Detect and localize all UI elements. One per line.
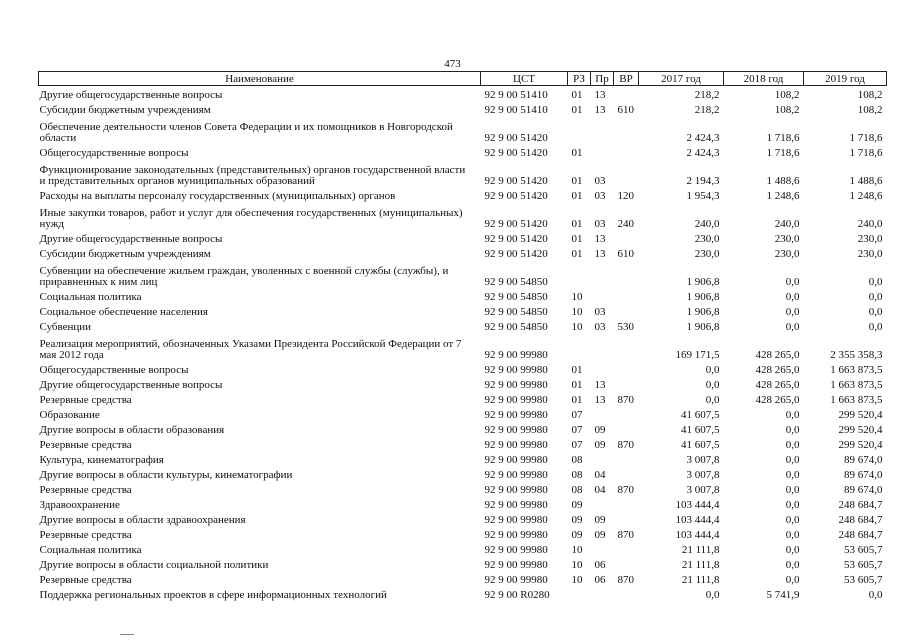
table-row <box>39 101 887 116</box>
table-row <box>39 159 887 187</box>
row-pr: 13 <box>594 233 606 245</box>
table-row <box>39 245 887 260</box>
row-amount-2019: 248 684,7 <box>838 529 883 541</box>
row-cst: 92 9 00 99980 <box>484 424 548 436</box>
table-row <box>39 571 887 586</box>
row-amount-2018: 0,0 <box>785 499 800 511</box>
row-name: Резервные средства <box>39 439 132 451</box>
row-amount-2018: 230,0 <box>774 233 800 245</box>
row-name: Социальное обеспечение населения <box>39 306 208 318</box>
row-pr: 06 <box>594 559 606 571</box>
row-cst: 92 9 00 99980 <box>484 439 548 451</box>
row-rz: 10 <box>571 574 583 586</box>
row-amount-2018: 0,0 <box>785 514 800 526</box>
row-pr: 09 <box>594 529 606 541</box>
row-pr <box>591 586 614 601</box>
cut-off-footer-mark <box>120 634 134 639</box>
row-amount-2017: 2 424,3 <box>686 147 720 159</box>
table-row <box>39 436 887 451</box>
table-row <box>39 406 887 421</box>
table-row <box>39 391 887 406</box>
row-pr: 03 <box>594 190 606 202</box>
row-amount-2017: 240,0 <box>694 218 720 230</box>
row-amount-2019: 108,2 <box>857 104 883 116</box>
row-vr <box>614 144 639 159</box>
row-vr <box>614 333 639 361</box>
row-pr: 03 <box>594 175 606 187</box>
row-amount-2017: 41 607,5 <box>681 409 720 421</box>
table-row <box>39 187 887 202</box>
row-rz: 10 <box>571 321 583 333</box>
row-amount-2019: 299 520,4 <box>838 409 883 421</box>
row-rz: 01 <box>571 104 583 116</box>
row-cst: 92 9 00 99980 <box>484 499 548 511</box>
row-pr <box>591 116 614 144</box>
row-cst: 92 9 00 99980 <box>484 379 548 391</box>
table-row <box>39 556 887 571</box>
table-row <box>39 526 887 541</box>
row-amount-2018: 428 265,0 <box>755 394 800 406</box>
row-amount-2019: 1 718,6 <box>849 147 883 159</box>
row-amount-2018: 1 248,6 <box>766 190 800 202</box>
row-name: Поддержка региональных проектов в сфере информационных технологий <box>39 589 387 601</box>
row-amount-2018: 0,0 <box>785 424 800 436</box>
row-pr: 13 <box>594 248 606 260</box>
row-amount-2017: 230,0 <box>694 233 720 245</box>
row-rz: 07 <box>571 439 583 451</box>
row-vr: 870 <box>617 574 634 586</box>
row-vr <box>614 421 639 436</box>
row-amount-2017: 41 607,5 <box>681 439 720 451</box>
table-row <box>39 586 887 601</box>
row-amount-2019: 299 520,4 <box>838 439 883 451</box>
row-cst: 92 9 00 99980 <box>484 559 548 571</box>
row-pr: 09 <box>594 439 606 451</box>
row-amount-2019: 53 605,7 <box>844 574 883 586</box>
row-amount-2019: 230,0 <box>857 233 883 245</box>
row-amount-2017: 0,0 <box>705 379 720 391</box>
table-row <box>39 481 887 496</box>
row-name: Расходы на выплаты персоналу государственных (муниципальных) органов <box>39 190 396 202</box>
row-vr <box>614 159 639 187</box>
row-amount-2019: 299 520,4 <box>838 424 883 436</box>
row-amount-2019: 1 488,6 <box>849 175 883 187</box>
row-amount-2017: 1 954,3 <box>686 190 720 202</box>
table-row <box>39 451 887 466</box>
row-cst: 92 9 00 54850 <box>484 276 548 288</box>
row-amount-2018: 0,0 <box>785 484 800 496</box>
row-vr <box>614 288 639 303</box>
table-row <box>39 260 887 288</box>
row-amount-2019: 108,2 <box>857 89 883 101</box>
row-vr <box>614 586 639 601</box>
row-amount-2019: 240,0 <box>857 218 883 230</box>
row-rz: 10 <box>571 544 583 556</box>
row-amount-2017: 2 194,3 <box>686 175 720 187</box>
row-name: Другие вопросы в области социальной политики <box>39 559 269 571</box>
row-rz: 01 <box>571 364 583 376</box>
row-name: Субвенции <box>39 321 92 333</box>
row-vr <box>614 361 639 376</box>
row-name: Образование <box>39 409 100 421</box>
row-pr: 03 <box>594 218 606 230</box>
row-rz: 01 <box>571 89 583 101</box>
row-amount-2017: 0,0 <box>705 364 720 376</box>
table-row <box>39 202 887 230</box>
row-rz: 01 <box>571 190 583 202</box>
header-2017: 2017 год <box>639 72 724 86</box>
row-name: Резервные средства <box>39 529 132 541</box>
row-vr: 870 <box>617 439 634 451</box>
row-pr <box>591 333 614 361</box>
row-vr: 610 <box>617 248 634 260</box>
row-name: Субвенции на обеспечение жильем граждан, уволенных с военной службы (службы), и приравненных к ним лиц <box>39 265 449 288</box>
row-amount-2019: 1 663 873,5 <box>830 394 883 406</box>
row-pr <box>591 361 614 376</box>
row-name: Социальная политика <box>39 544 142 556</box>
row-amount-2017: 0,0 <box>705 394 720 406</box>
row-cst: 92 9 00 51420 <box>484 132 548 144</box>
row-pr <box>591 541 614 556</box>
table-row <box>39 361 887 376</box>
row-amount-2018: 1 718,6 <box>766 147 800 159</box>
row-pr: 13 <box>594 104 606 116</box>
row-amount-2018: 0,0 <box>785 454 800 466</box>
row-rz: 09 <box>571 529 583 541</box>
row-cst: 92 9 00 99980 <box>484 574 548 586</box>
row-pr: 03 <box>594 321 606 333</box>
row-pr: 09 <box>594 514 606 526</box>
row-rz: 01 <box>571 218 583 230</box>
row-amount-2017: 0,0 <box>705 589 720 601</box>
row-pr <box>591 406 614 421</box>
row-amount-2019: 1 248,6 <box>849 190 883 202</box>
row-cst: 92 9 00 51420 <box>484 147 548 159</box>
row-name: Субсидии бюджетным учреждениям <box>39 248 211 260</box>
row-amount-2018: 1 718,6 <box>766 132 800 144</box>
row-amount-2018: 5 741,9 <box>766 589 800 601</box>
row-rz: 08 <box>571 454 583 466</box>
row-amount-2017: 21 111,8 <box>681 559 720 571</box>
row-amount-2017: 218,2 <box>694 89 720 101</box>
row-name: Резервные средства <box>39 484 132 496</box>
row-vr <box>614 466 639 481</box>
row-cst: 92 9 00 99980 <box>484 349 548 361</box>
row-pr: 04 <box>594 484 606 496</box>
row-cst: 92 9 00 54850 <box>484 306 548 318</box>
row-amount-2019: 89 674,0 <box>844 469 883 481</box>
row-pr <box>591 496 614 511</box>
row-cst: 92 9 00 99980 <box>484 454 548 466</box>
table-row <box>39 333 887 361</box>
table-row <box>39 511 887 526</box>
row-rz: 01 <box>571 248 583 260</box>
row-rz <box>568 333 591 361</box>
table-row <box>39 116 887 144</box>
row-amount-2019: 1 718,6 <box>849 132 883 144</box>
row-cst: 92 9 00 R0280 <box>484 589 550 601</box>
table-row <box>39 303 887 318</box>
header-name: Наименование <box>39 72 481 86</box>
row-amount-2018: 230,0 <box>774 248 800 260</box>
row-amount-2019: 53 605,7 <box>844 544 883 556</box>
row-amount-2018: 108,2 <box>774 104 800 116</box>
row-cst: 92 9 00 54850 <box>484 291 548 303</box>
row-rz: 10 <box>571 559 583 571</box>
row-amount-2017: 2 424,3 <box>686 132 720 144</box>
row-amount-2017: 21 111,8 <box>681 544 720 556</box>
row-amount-2018: 0,0 <box>785 409 800 421</box>
row-pr <box>591 451 614 466</box>
row-rz: 01 <box>571 175 583 187</box>
row-amount-2019: 248 684,7 <box>838 514 883 526</box>
row-name: Другие вопросы в области культуры, кинематографии <box>39 469 293 481</box>
row-amount-2017: 169 171,5 <box>675 349 720 361</box>
budget-table <box>38 71 887 601</box>
row-pr: 09 <box>594 424 606 436</box>
row-amount-2018: 428 265,0 <box>755 379 800 391</box>
row-amount-2019: 89 674,0 <box>844 484 883 496</box>
table-row <box>39 541 887 556</box>
row-cst: 92 9 00 51410 <box>484 104 548 116</box>
row-amount-2017: 1 906,8 <box>686 306 720 318</box>
row-rz: 01 <box>571 379 583 391</box>
row-cst: 92 9 00 51420 <box>484 190 548 202</box>
row-amount-2018: 240,0 <box>774 218 800 230</box>
row-vr <box>614 376 639 391</box>
row-amount-2018: 0,0 <box>785 469 800 481</box>
header-vr: ВР <box>614 72 639 86</box>
row-amount-2017: 41 607,5 <box>681 424 720 436</box>
row-cst: 92 9 00 99980 <box>484 529 548 541</box>
row-name: Резервные средства <box>39 574 132 586</box>
row-amount-2018: 0,0 <box>785 291 800 303</box>
row-vr: 610 <box>617 104 634 116</box>
row-amount-2019: 0,0 <box>868 321 883 333</box>
row-amount-2018: 0,0 <box>785 529 800 541</box>
row-name: Резервные средства <box>39 394 132 406</box>
row-name: Культура, кинематография <box>39 454 164 466</box>
row-name: Общегосударственные вопросы <box>39 147 189 159</box>
row-rz: 01 <box>571 394 583 406</box>
row-amount-2018: 0,0 <box>785 544 800 556</box>
row-rz: 08 <box>571 469 583 481</box>
table-row <box>39 288 887 303</box>
row-rz: 09 <box>571 499 583 511</box>
row-vr <box>614 116 639 144</box>
row-vr: 870 <box>617 484 634 496</box>
row-amount-2017: 103 444,4 <box>675 529 720 541</box>
row-name: Обеспечение деятельности членов Совета Федерации и их помощников в Новгородской области <box>39 121 453 144</box>
row-vr <box>614 556 639 571</box>
row-vr <box>614 511 639 526</box>
row-pr <box>591 260 614 288</box>
row-vr: 240 <box>617 218 634 230</box>
row-name: Другие общегосударственные вопросы <box>39 379 223 391</box>
row-vr <box>614 230 639 245</box>
row-amount-2019: 0,0 <box>868 306 883 318</box>
row-amount-2019: 0,0 <box>868 276 883 288</box>
row-rz <box>568 116 591 144</box>
row-amount-2018: 1 488,6 <box>766 175 800 187</box>
row-cst: 92 9 00 54850 <box>484 321 548 333</box>
row-cst: 92 9 00 99980 <box>484 394 548 406</box>
header-cst: ЦСТ <box>481 72 568 86</box>
row-amount-2018: 428 265,0 <box>755 349 800 361</box>
row-amount-2019: 248 684,7 <box>838 499 883 511</box>
table-row <box>39 496 887 511</box>
row-rz: 10 <box>571 306 583 318</box>
row-cst: 92 9 00 51420 <box>484 218 548 230</box>
row-rz <box>568 260 591 288</box>
row-name: Другие вопросы в области здравоохранения <box>39 514 246 526</box>
row-pr: 06 <box>594 574 606 586</box>
row-vr <box>614 86 639 102</box>
row-amount-2018: 0,0 <box>785 306 800 318</box>
row-amount-2017: 103 444,4 <box>675 514 720 526</box>
row-rz: 01 <box>571 233 583 245</box>
row-amount-2017: 3 007,8 <box>686 484 720 496</box>
row-rz: 01 <box>571 147 583 159</box>
row-amount-2019: 0,0 <box>868 291 883 303</box>
header-2019: 2019 год <box>804 72 887 86</box>
row-vr <box>614 406 639 421</box>
table-row <box>39 230 887 245</box>
row-amount-2019: 230,0 <box>857 248 883 260</box>
row-vr <box>614 496 639 511</box>
row-rz: 10 <box>571 291 583 303</box>
row-cst: 92 9 00 99980 <box>484 484 548 496</box>
row-amount-2017: 3 007,8 <box>686 454 720 466</box>
row-vr <box>614 541 639 556</box>
row-amount-2018: 428 265,0 <box>755 364 800 376</box>
row-amount-2017: 230,0 <box>694 248 720 260</box>
row-vr: 530 <box>617 321 634 333</box>
row-pr <box>591 288 614 303</box>
row-name: Другие вопросы в области образования <box>39 424 225 436</box>
row-pr: 04 <box>594 469 606 481</box>
row-amount-2019: 1 663 873,5 <box>830 364 883 376</box>
page-number: 473 <box>444 58 461 70</box>
table-row <box>39 376 887 391</box>
row-pr <box>591 144 614 159</box>
table-row <box>39 144 887 159</box>
row-name: Общегосударственные вопросы <box>39 364 189 376</box>
row-amount-2017: 1 906,8 <box>686 321 720 333</box>
header-pr: Пр <box>591 72 614 86</box>
row-rz: 07 <box>571 409 583 421</box>
row-rz: 09 <box>571 514 583 526</box>
row-rz: 08 <box>571 484 583 496</box>
table-row <box>39 421 887 436</box>
row-pr: 03 <box>594 306 606 318</box>
row-name: Реализация мероприятий, обозначенных Указами Президента Российской Федерации от 7 мая 2012 года <box>39 338 462 361</box>
row-cst: 92 9 00 99980 <box>484 544 548 556</box>
row-cst: 92 9 00 99980 <box>484 409 548 421</box>
row-amount-2018: 0,0 <box>785 439 800 451</box>
row-name: Функционирование законодательных (представительных) органов государственной власти и представительных органов муниципальных образований <box>39 164 466 187</box>
row-name: Здравоохранение <box>39 499 120 511</box>
row-name: Социальная политика <box>39 291 142 303</box>
row-rz: 07 <box>571 424 583 436</box>
table-header <box>39 72 887 86</box>
table-body <box>39 86 887 602</box>
row-amount-2017: 103 444,4 <box>675 499 720 511</box>
row-name: Другие общегосударственные вопросы <box>39 233 223 245</box>
row-pr: 13 <box>594 394 606 406</box>
row-vr: 870 <box>617 529 634 541</box>
row-vr <box>614 303 639 318</box>
row-amount-2017: 3 007,8 <box>686 469 720 481</box>
row-vr: 120 <box>617 190 634 202</box>
row-name: Иные закупки товаров, работ и услуг для обеспечения государственных (муниципальных) нужд <box>39 207 463 230</box>
row-cst: 92 9 00 51420 <box>484 175 548 187</box>
row-amount-2017: 218,2 <box>694 104 720 116</box>
row-cst: 92 9 00 51420 <box>484 233 548 245</box>
row-pr: 13 <box>594 89 606 101</box>
row-cst: 92 9 00 51410 <box>484 89 548 101</box>
row-name: Субсидии бюджетным учреждениям <box>39 104 211 116</box>
row-cst: 92 9 00 51420 <box>484 248 548 260</box>
row-pr: 13 <box>594 379 606 391</box>
row-amount-2019: 53 605,7 <box>844 559 883 571</box>
row-vr <box>614 451 639 466</box>
table-row <box>39 318 887 333</box>
row-rz <box>568 586 591 601</box>
header-2018: 2018 год <box>724 72 804 86</box>
header-rz: РЗ <box>568 72 591 86</box>
row-amount-2018: 0,0 <box>785 574 800 586</box>
row-amount-2018: 108,2 <box>774 89 800 101</box>
row-amount-2019: 89 674,0 <box>844 454 883 466</box>
row-amount-2017: 1 906,8 <box>686 276 720 288</box>
row-cst: 92 9 00 99980 <box>484 364 548 376</box>
row-amount-2019: 1 663 873,5 <box>830 379 883 391</box>
row-amount-2019: 2 355 358,3 <box>830 349 883 361</box>
row-amount-2017: 21 111,8 <box>681 574 720 586</box>
row-cst: 92 9 00 99980 <box>484 469 548 481</box>
row-amount-2018: 0,0 <box>785 276 800 288</box>
table-row <box>39 86 887 102</box>
row-name: Другие общегосударственные вопросы <box>39 89 223 101</box>
table-row <box>39 466 887 481</box>
row-vr <box>614 260 639 288</box>
row-amount-2017: 1 906,8 <box>686 291 720 303</box>
row-vr: 870 <box>617 394 634 406</box>
row-amount-2018: 0,0 <box>785 321 800 333</box>
row-amount-2018: 0,0 <box>785 559 800 571</box>
row-cst: 92 9 00 99980 <box>484 514 548 526</box>
row-amount-2019: 0,0 <box>868 589 883 601</box>
